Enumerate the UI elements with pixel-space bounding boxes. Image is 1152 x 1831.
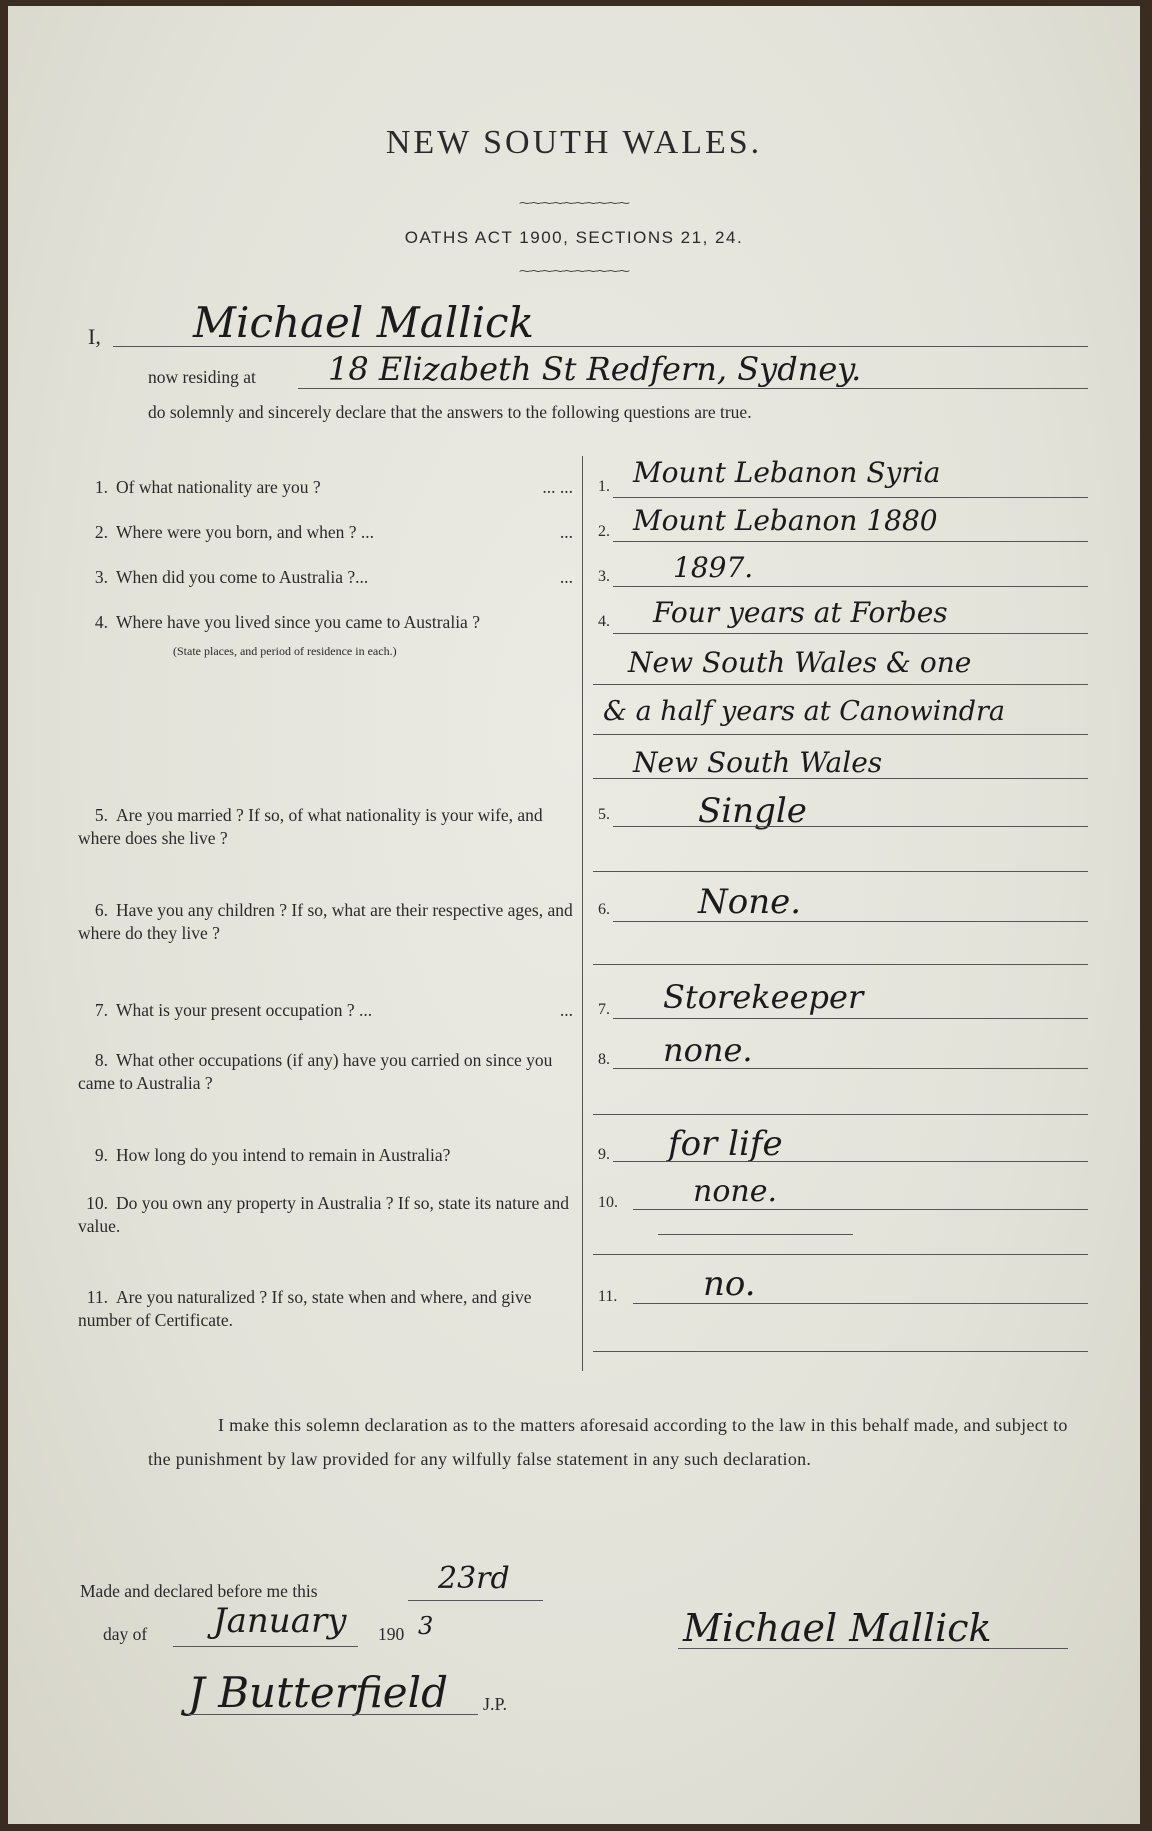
answer-4-line-2: New South Wales & one xyxy=(628,646,972,679)
answer-num-4: 4. xyxy=(598,613,610,630)
answer-line-9 xyxy=(613,1161,1088,1162)
i-label: I, xyxy=(88,324,101,349)
answer-line-1 xyxy=(613,497,1088,498)
month-value: January xyxy=(213,1601,347,1641)
answer-line-3 xyxy=(613,586,1088,587)
declarant-signature: Michael Mallick xyxy=(683,1606,992,1650)
day-value: 23rd xyxy=(438,1561,510,1596)
declaration-paragraph: I make this solemn declaration as to the matters aforesaid according to the law in this behalf made, and subject to the punishment by law provided for any wilfully false statement in any such declaration. xyxy=(148,1415,1068,1469)
answer-num-5: 5. xyxy=(598,806,610,823)
month-line xyxy=(173,1646,358,1647)
question-9: 9. How long do you intend to remain in Australia? xyxy=(94,1145,451,1165)
question-5: 5. Are you married ? If so, of what nationality is your wife, and where does she live ? xyxy=(78,805,543,848)
day-line xyxy=(408,1600,543,1601)
answer-num-6: 6. xyxy=(598,901,610,918)
act-reference: OATHS ACT 1900, SECTIONS 21, 24. xyxy=(404,228,744,247)
year-suffix: 3 xyxy=(418,1612,434,1640)
answer-line-11 xyxy=(633,1303,1088,1304)
answer-num-8: 8. xyxy=(598,1051,610,1068)
address-line xyxy=(298,388,1088,389)
answer-num-10: 10. xyxy=(598,1194,618,1211)
answer-line-10b xyxy=(658,1234,853,1235)
answer-line-4b xyxy=(593,684,1088,685)
answer-num-3: 3. xyxy=(598,568,610,585)
answer-8: none. xyxy=(663,1031,753,1069)
answer-line-6 xyxy=(613,921,1088,922)
name-line xyxy=(113,346,1088,347)
answer-line-4a xyxy=(613,633,1088,634)
question-4: 4. Where have you lived since you came to Australia ? (State places, and period of residence in each.) xyxy=(78,611,583,663)
answer-11: no. xyxy=(703,1264,756,1304)
signature-line xyxy=(678,1648,1068,1649)
answer-num-2: 2. xyxy=(598,523,610,540)
answer-1: Mount Lebanon Syria xyxy=(633,456,941,489)
answer-line-6b xyxy=(593,964,1088,965)
answer-line-4c xyxy=(593,734,1088,735)
made-label: Made and declared before me this xyxy=(80,1581,318,1601)
answer-10: none. xyxy=(693,1174,777,1209)
jp-line xyxy=(188,1714,478,1715)
address-value: 18 Elizabeth St Redfern, Sydney. xyxy=(328,350,862,388)
jp-signature: J Butterfield xyxy=(188,1668,448,1717)
answer-4-line-3: & a half years at Canowindra xyxy=(603,696,1006,727)
declare-text: do solemnly and sincerely declare that the answers to the following questions are true. xyxy=(148,402,752,422)
answer-line-8 xyxy=(613,1068,1088,1069)
answer-4-line-1: Four years at Forbes xyxy=(653,596,948,629)
question-4-note: (State places, and period of residence in each.) xyxy=(173,644,397,658)
answer-line-2 xyxy=(613,541,1088,542)
question-7: 7. What is your present occupation ? ... ... xyxy=(94,1000,573,1020)
question-6: 6. Have you any children ? If so, what are their respective ages, and where do they live ? xyxy=(78,900,573,943)
answer-line-5b xyxy=(593,871,1088,872)
answer-num-7: 7. xyxy=(598,1001,610,1018)
year-prefix: 190 xyxy=(378,1624,405,1644)
answer-5: Single xyxy=(698,791,807,831)
answer-6: None. xyxy=(698,882,802,922)
answer-num-11: 11. xyxy=(598,1288,618,1305)
declarant-name: Michael Mallick xyxy=(193,298,535,347)
question-3: 3. When did you come to Australia ?... ... xyxy=(94,567,573,587)
ornament-top: ⁓⁓⁓⁓⁓⁓⁓⁓⁓⁓ xyxy=(519,196,629,210)
question-8: 8. What other occupations (if any) have you carried on since you came to Australia ? xyxy=(78,1050,553,1093)
question-10: 10. Do you own any property in Australia ? If so, state its nature and value. xyxy=(78,1193,569,1236)
answer-7: Storekeeper xyxy=(663,978,864,1016)
document-page xyxy=(8,6,1140,1824)
answer-3: 1897. xyxy=(673,551,754,584)
answer-9: for life xyxy=(668,1124,783,1164)
question-11: 11. Are you naturalized ? If so, state when and where, and give number of Certificate. xyxy=(78,1287,532,1330)
answer-4-line-4: New South Wales xyxy=(633,746,883,779)
answer-line-11b xyxy=(593,1351,1088,1352)
question-2: 2. Where were you born, and when ? ... ... xyxy=(94,522,573,542)
jp-label: J.P. xyxy=(483,1694,508,1714)
answer-line-5 xyxy=(613,826,1088,827)
answer-line-10 xyxy=(633,1209,1088,1210)
answer-num-9: 9. xyxy=(598,1146,610,1163)
page-title: NEW SOUTH WALES. xyxy=(385,124,763,161)
answer-line-7 xyxy=(613,1018,1088,1019)
question-1: 1. Of what nationality are you ? ... ... xyxy=(94,477,573,497)
ornament-bottom: ⁓⁓⁓⁓⁓⁓⁓⁓⁓⁓ xyxy=(519,264,629,278)
answer-line-8b xyxy=(593,1114,1088,1115)
answer-2: Mount Lebanon 1880 xyxy=(633,504,938,537)
residing-label: now residing at xyxy=(148,367,256,387)
answer-line-10c xyxy=(593,1254,1088,1255)
day-of-label: day of xyxy=(103,1624,148,1644)
answer-num-1: 1. xyxy=(598,478,610,495)
answer-line-4d xyxy=(593,778,1088,779)
